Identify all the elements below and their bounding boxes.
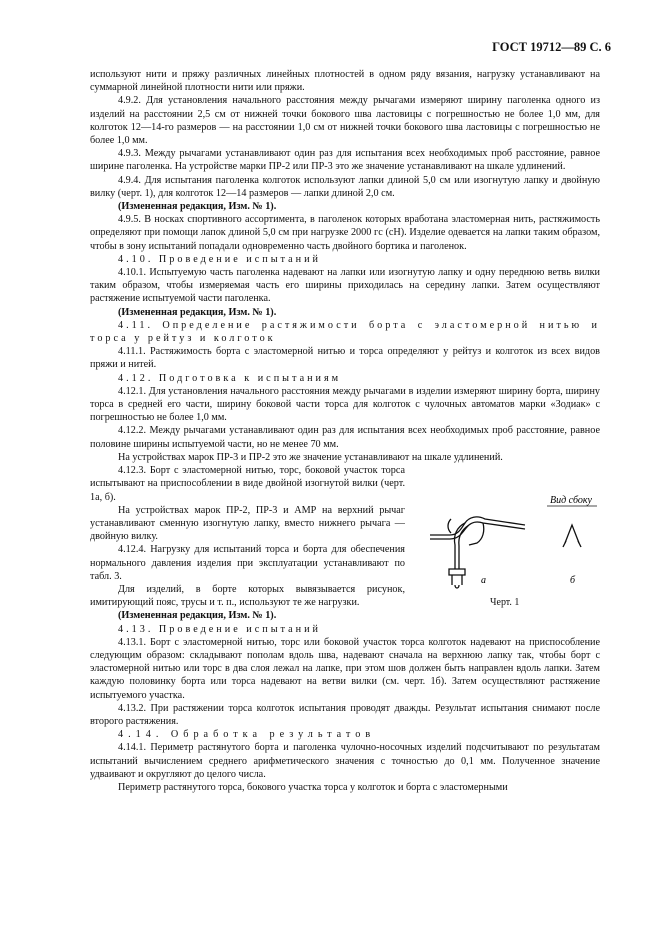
section-heading: 4.10. Проведение испытаний bbox=[118, 253, 322, 265]
label-b: б bbox=[570, 575, 576, 586]
side-view-label: Вид сбоку bbox=[550, 495, 592, 506]
paragraph: 4.13.1. Борт с эластомерной нитью, торс или боковой участок торса колготок надевают на приспособление следующим образом: складывают пополам вдоль шва, надевают сначала на верхнюю лапку так, чтобы борт с эластомерной нитью или торс в два слоя лежал на лапке, при этом шов должен быть направлен вдоль лапки. Затем каждую половинку борта или торса надевают на ветви вилки (см. черт. 1б). Затем осуществляют растяжение испытуемого участка. bbox=[90, 636, 600, 701]
figure-1 bbox=[425, 483, 610, 613]
paragraph: 4.9.5. В носках спортивного ассортимента, в паголенок которых вработана эластомерная нить, растяжимость определяют при помощи лапок длиной 5,0 см при нагрузке 2000 гс (сН). Изделие одевается на лапки таким образом, чтобы в зону испытаний попадали одновременно часть двойного бортика и паголенок. bbox=[90, 214, 600, 252]
amendment-note: (Измененная редакция, Изм. № 1). bbox=[118, 306, 277, 318]
paragraph: 4.12.2. Между рычагами устанавливают один раз для испытания всех необходимых проб расстояние, равное половине ширины испытуемой части, но не менее 70 мм. bbox=[90, 425, 600, 450]
section-heading: 4.12. Подготовка к испытаниям bbox=[118, 372, 342, 384]
paragraph: 4.12.4. Нагрузку для испытаний торса и борта для обеспечения нормального давления изделия при эксплуатации устанавливают по табл. 3. bbox=[90, 544, 405, 582]
paragraph: 4.12.1. Для установления начального расстояния между рычагами в изделии измеряют ширину борта, ширину торса в средней его части, ширину боковой части торса для колготок с чулочных автоматов марки «Зодиак» с погрешностью не более 1,0 мм. bbox=[90, 385, 600, 424]
amendment-note: (Измененная редакция, Изм. № 1). bbox=[118, 201, 277, 213]
paragraph: Периметр растянутого торса, бокового участка торса у колготок и борта с эластомерными bbox=[118, 781, 508, 793]
paragraph: 4.14.1. Периметр растянутого борта и паголенка чулочно-носочных изделий подсчитывают по результатам испытаний вычислением среднего арифметического значения с точностью до 0,1 мм. Полученное значение удваивают и округляют до целого числа. bbox=[90, 742, 600, 780]
figure-caption: Черт. 1 bbox=[490, 597, 520, 608]
paragraph: Для изделий, в борте которых вывязывается рисунок, имитирующий пояс, трусы и т. п., используют те же нагрузки. bbox=[90, 583, 405, 609]
fork-drawing bbox=[425, 483, 610, 593]
section-heading: 4.13. Проведение испытаний bbox=[118, 623, 322, 635]
section-heading: 4.14. Обработка результатов bbox=[118, 729, 376, 741]
paragraph: На устройствах марок ПР-3 и ПР-2 это же значение устанавливают на шкале удлинений. bbox=[118, 451, 503, 463]
page-header: ГОСТ 19712—89 С. 6 bbox=[492, 40, 611, 54]
paragraph: 4.9.4. Для испытания паголенка колготок используют лапки длиной 5,0 см или изогнутую лапку и двойную вилку (черт. 1), для колготок 12—14 размеров — лапки длиной 2,0 см. bbox=[90, 174, 600, 199]
paragraph: используют нити и пряжу различных линейных плотностей в одном ряду вязания, нагрузку устанавливают на суммарной линейной плотности нити или пряжи. bbox=[90, 69, 600, 94]
paragraph: 4.11.1. Растяжимость борта с эластомерной нитью и торса определяют у рейтуз и колготок из всех видов пряжи и нитей. bbox=[90, 346, 600, 371]
fork-diagram-a bbox=[430, 517, 525, 588]
paragraph: 4.10.1. Испытуемую часть паголенка надевают на лапки или изогнутую лапку и одну переднюю ветвь вилки таким образом, чтобы измеряемая часть его ширины приходилась на середину лапки. Затем осуществляют растяжение испытуемой части паголенка. bbox=[90, 267, 600, 305]
document-body bbox=[90, 68, 600, 794]
label-a: а bbox=[481, 575, 486, 586]
paragraph: 4.9.2. Для установления начального расстояния между рычагами измеряют ширину паголенка одного из изделий на расстоянии 2,5 см от нижней точки бокового шва ластовицы с погрешностью не более 1,0 мм, для колготок 12—14-го размеров — на расстоянии 1,0 см от нижней точки бокового шва ластовицы с погрешностью не более 1,0 мм. bbox=[90, 95, 600, 147]
paragraph: На устройствах марок ПР-2, ПР-3 и АМР на верхний рычаг устанавливают сменную изогнутую лапку, вместо нижнего рычага — двойную вилку. bbox=[90, 504, 405, 543]
fork-diagram-b bbox=[563, 525, 581, 547]
paragraph: 4.13.2. При растяжении торса колготок испытания проводят дважды. Результат испытания снимают после второго растяжения. bbox=[90, 702, 600, 727]
paragraph: 4.9.3. Между рычагами устанавливают один раз для испытания всех необходимых проб расстояние, равное ширине паголенка. На устройстве марки ПР-2 или ПР-3 это же значение устанавливают на шкале удлинений. bbox=[90, 148, 600, 173]
section-heading: 4.11. Определение растяжимости борта с эластомерной нитью и торса у рейтуз и колготок bbox=[90, 319, 600, 345]
paragraph: 4.12.3. Борт с эластомерной нитью, торс, боковой участок торса испытывают на приспособлении в виде двойной изогнутой вилки (черт. 1а, б). bbox=[90, 465, 405, 503]
amendment-note: (Измененная редакция, Изм. № 1). bbox=[118, 610, 277, 622]
